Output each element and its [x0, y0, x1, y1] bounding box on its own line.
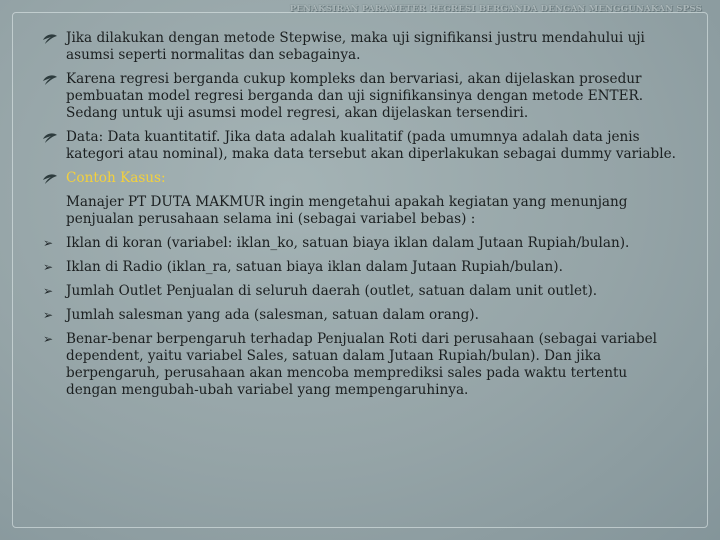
sub-item — [42, 235, 678, 252]
bullet-item — [42, 129, 678, 163]
arrow-bullet-icon: ➢ — [43, 236, 54, 250]
arrow-bullet-icon: ➢ — [43, 332, 54, 346]
bullet-item — [42, 170, 678, 187]
case-heading: Contoh Kasus: — [66, 170, 166, 186]
leaf-bullet-icon — [42, 172, 58, 186]
arrow-bullet-icon: ➢ — [43, 260, 54, 274]
leaf-bullet-icon — [42, 73, 58, 87]
sub-item-text: Jumlah Outlet Penjualan di seluruh daerah (outlet, satuan dalam unit outlet). — [66, 283, 598, 299]
sub-item-text: Benar-benar berpengaruh terhadap Penjualan Roti dari perusahaan (sebagai variabel dependent, yaitu variabel Sales, satuan dalam Jutaan Rupiah/bulan). Dan jika berpengaruh, perusahaan akan mencoba memprediksi sales pada waktu tertentu dengan mengubah-ubah variabel yang mempengaruhinya. — [66, 331, 658, 398]
sub-item-text: Iklan di koran (variabel: iklan_ko, satuan biaya iklan dalam Jutaan Rupiah/bulan). — [66, 235, 630, 251]
bullet-item — [42, 30, 678, 64]
bullet-text: Karena regresi berganda cukup kompleks dan bervariasi, akan dijelaskan prosedur pembuatan model regresi berganda dan uji signifikansinya dengan metode ENTER. Sedang untuk uji asumsi model regresi, akan dijelaskan tersendiri. — [66, 71, 644, 121]
sub-item — [42, 259, 678, 276]
case-intro: Manajer PT DUTA MAKMUR ingin mengetahui apakah kegiatan yang menunjang penjualan perusahaan selama ini (sebagai variabel bebas) : — [66, 194, 628, 227]
sub-item-text: Jumlah salesman yang ada (salesman, satuan dalam orang). — [66, 307, 479, 323]
sub-item — [42, 283, 678, 300]
bullet-text: Data: Data kuantitatif. Jika data adalah kualitatif (pada umumnya adalah data jenis kategori atau nominal), maka data tersebut akan diperlakukan sebagai dummy variable. — [66, 129, 676, 162]
bullet-text: Jika dilakukan dengan metode Stepwise, maka uji signifikansi justru mendahului uji asumsi seperti normalitas dan sebagainya. — [66, 30, 645, 63]
sub-item — [42, 331, 678, 399]
sub-item — [42, 307, 678, 324]
leaf-bullet-icon — [42, 32, 58, 46]
sub-item-text: Iklan di Radio (iklan_ra, satuan biaya iklan dalam Jutaan Rupiah/bulan). — [66, 259, 563, 275]
slide-header: PENAKSIRAN PARAMETER REGRESI BERGANDA DENGAN MENGGUNAKAN SPSS — [289, 4, 702, 14]
bullet-item — [42, 71, 678, 122]
arrow-bullet-icon: ➢ — [43, 308, 54, 322]
leaf-bullet-icon — [42, 131, 58, 145]
arrow-bullet-icon: ➢ — [43, 284, 54, 298]
slide-content — [42, 30, 678, 406]
